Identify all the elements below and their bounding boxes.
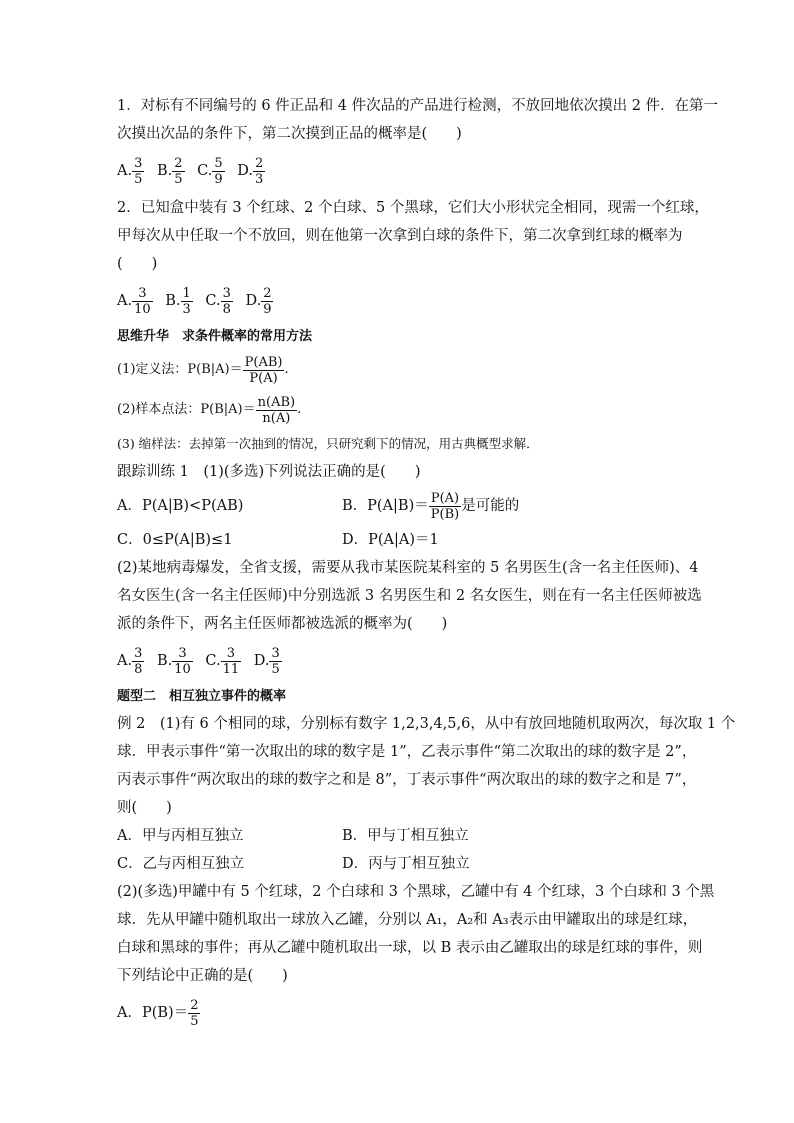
practice-2-line-3: 派的条件下，两名主任医师都被选派的概率为( ) bbox=[117, 616, 448, 632]
example2-options-cd bbox=[117, 850, 679, 878]
q2-line-1: 2．已知盒中装有 3 个红球、2 个白球、5 个黑球，它们大小形状完全相同，现需一个红球， bbox=[117, 200, 709, 216]
example2-line-3: 丙表示事件“两次取出的球的数字之和是 8”，丁表示事件“两次取出的球的数字之和是 7”， bbox=[117, 772, 697, 788]
type2-heading: 题型二 相互独立事件的概率 bbox=[117, 689, 287, 704]
q1-line-1: 1．对标有不同编号的 6 件正品和 4 件次品的产品进行检测，不放回地依次摸出 2 件．在第一 bbox=[117, 98, 719, 114]
q2-option-c: C. $\frac{3}{8}$ bbox=[205, 285, 231, 317]
q1-option-b: B. $\frac{2}{5}$ bbox=[156, 155, 183, 187]
practice-options-cd bbox=[117, 526, 679, 554]
practice-2-options bbox=[117, 638, 679, 684]
practice-2-option-d: D. $\frac{3}{5}$ bbox=[253, 645, 280, 677]
example2-part2-line-3: 白球和黑球的事件；再从乙罐中随机取出一球，以 B 表示由乙罐取出的球是红球的事件，则 bbox=[117, 940, 703, 956]
fraction: $\frac{3}{11}$ bbox=[222, 645, 240, 677]
practice-options-ab bbox=[117, 486, 679, 526]
fraction: $\frac{1}{3}$ bbox=[182, 285, 191, 317]
q1-option-d: D. $\frac{2}{3}$ bbox=[237, 155, 264, 187]
practice-2-option-c: C. $\frac{3}{11}$ bbox=[205, 645, 240, 677]
q1-line-2: 次摸出次品的条件下，第二次摸到正品的概率是( ) bbox=[117, 126, 462, 142]
q2-option-d: D. $\frac{2}{9}$ bbox=[245, 285, 272, 317]
q1-option-c: C. $\frac{5}{9}$ bbox=[197, 155, 223, 187]
example2-option-d: D．丙与丁相互独立 bbox=[342, 856, 470, 872]
example2-line-1: 例 2 (1)有 6 个相同的球，分别标有数字 1,2,3,4,5,6，从中有放回地随机取两次，每次取 1 个 bbox=[117, 716, 736, 732]
practice-option-a: A．P(A|B)<P(AB) bbox=[117, 498, 244, 514]
example2-part2-line-1: (2)(多选)甲罐中有 5 个红球，2 个白球和 3 个黑球，乙罐中有 4 个红球，3 个白球和 3 个黑 bbox=[117, 884, 715, 900]
practice-2-line-1: (2)某地病毒爆发，全省支援，需要从我市某医院某科室的 5 名男医生(含一名主任医师)、4 bbox=[117, 560, 699, 576]
example2-line-4: 则( ) bbox=[117, 800, 172, 816]
fraction: $\frac{P(A)}{P(B)}$ bbox=[430, 490, 460, 522]
method-definition-formula: (1)定义法：P(B|A)＝ $\frac{P(AB)}{P(A)}$ . bbox=[117, 354, 289, 386]
example2-option-b: B．甲与丁相互独立 bbox=[342, 828, 469, 844]
practice-2-option-a: A. $\frac{3}{8}$ bbox=[117, 645, 143, 677]
fraction: $\frac{3}{8}$ bbox=[134, 645, 143, 677]
example2-options-ab bbox=[117, 822, 679, 850]
q2-line-2: 甲每次从中任取一个不放回，则在他第一次拿到白球的条件下，第二次拿到红球的概率为 bbox=[117, 228, 683, 244]
fraction: $\frac{3}{5}$ bbox=[271, 645, 280, 677]
example2-part2-line-2: 球．先从甲罐中随机取出一球放入乙罐，分别以 A₁，A₂和 A₃表示由甲罐取出的球是红球， bbox=[117, 912, 698, 928]
q2-option-a: A. $\frac{3}{10}$ bbox=[117, 285, 151, 317]
practice-option-b: B．P(A|B)＝ $\frac{P(A)}{P(B)}$ 是可能的 bbox=[342, 490, 520, 522]
fraction: $\frac{2}{5}$ bbox=[190, 997, 199, 1029]
method-sample-formula: (2)样本点法：P(B|A)＝ $\frac{n(AB)}{n(A)}$ . bbox=[117, 394, 302, 426]
example2-part2-option-a: A．P(B)＝ $\frac{2}{5}$ bbox=[117, 997, 199, 1029]
q2-option-b: B. $\frac{1}{3}$ bbox=[165, 285, 191, 317]
practice-heading: 跟踪训练 1 (1)(多选)下列说法正确的是( ) bbox=[117, 464, 421, 480]
fraction: $\frac{3}{5}$ bbox=[134, 155, 143, 187]
document-content bbox=[117, 92, 736, 1036]
practice-2-option-b: B. $\frac{3}{10}$ bbox=[156, 645, 191, 677]
fraction: $\frac{P(AB)}{P(A)}$ bbox=[244, 354, 283, 386]
practice-option-d: D．P(A|A)＝1 bbox=[342, 532, 439, 548]
fraction: $\frac{2}{3}$ bbox=[254, 155, 264, 187]
q1-options bbox=[117, 148, 679, 194]
fraction: $\frac{5}{9}$ bbox=[214, 155, 223, 187]
method-reduce-text: (3) 缩样法：去掉第一次抽到的情况，只研究剩下的情况，用古典概型求解． bbox=[117, 436, 539, 451]
q1-option-a: A. $\frac{3}{5}$ bbox=[117, 155, 143, 187]
fraction: $\frac{3}{10}$ bbox=[174, 645, 191, 677]
fraction: $\frac{n(AB)}{n(A)}$ bbox=[257, 394, 296, 426]
method-heading: 思维升华 求条件概率的常用方法 bbox=[117, 329, 313, 344]
practice-option-c: C．0≤P(A|B)≤1 bbox=[117, 532, 233, 548]
q2-line-3: ( ) bbox=[117, 256, 158, 272]
fraction: $\frac{3}{10}$ bbox=[134, 285, 151, 317]
fraction: $\frac{3}{8}$ bbox=[222, 285, 231, 317]
practice-2-line-2: 名女医生(含一名主任医师)中分别选派 3 名男医生和 2 名女医生，则在有一名主任医师被选 bbox=[117, 588, 702, 604]
fraction: $\frac{2}{9}$ bbox=[263, 285, 272, 317]
example2-part2-line-4: 下列结论中正确的是( ) bbox=[117, 968, 288, 984]
example2-line-2: 球．甲表示事件“第一次取出的球的数字是 1”，乙表示事件“第二次取出的球的数字是 2”， bbox=[117, 744, 697, 760]
q2-options bbox=[117, 278, 679, 324]
example2-option-a: A．甲与丙相互独立 bbox=[117, 828, 244, 844]
example2-option-c: C．乙与丙相互独立 bbox=[117, 856, 245, 872]
fraction: $\frac{2}{5}$ bbox=[174, 155, 183, 187]
